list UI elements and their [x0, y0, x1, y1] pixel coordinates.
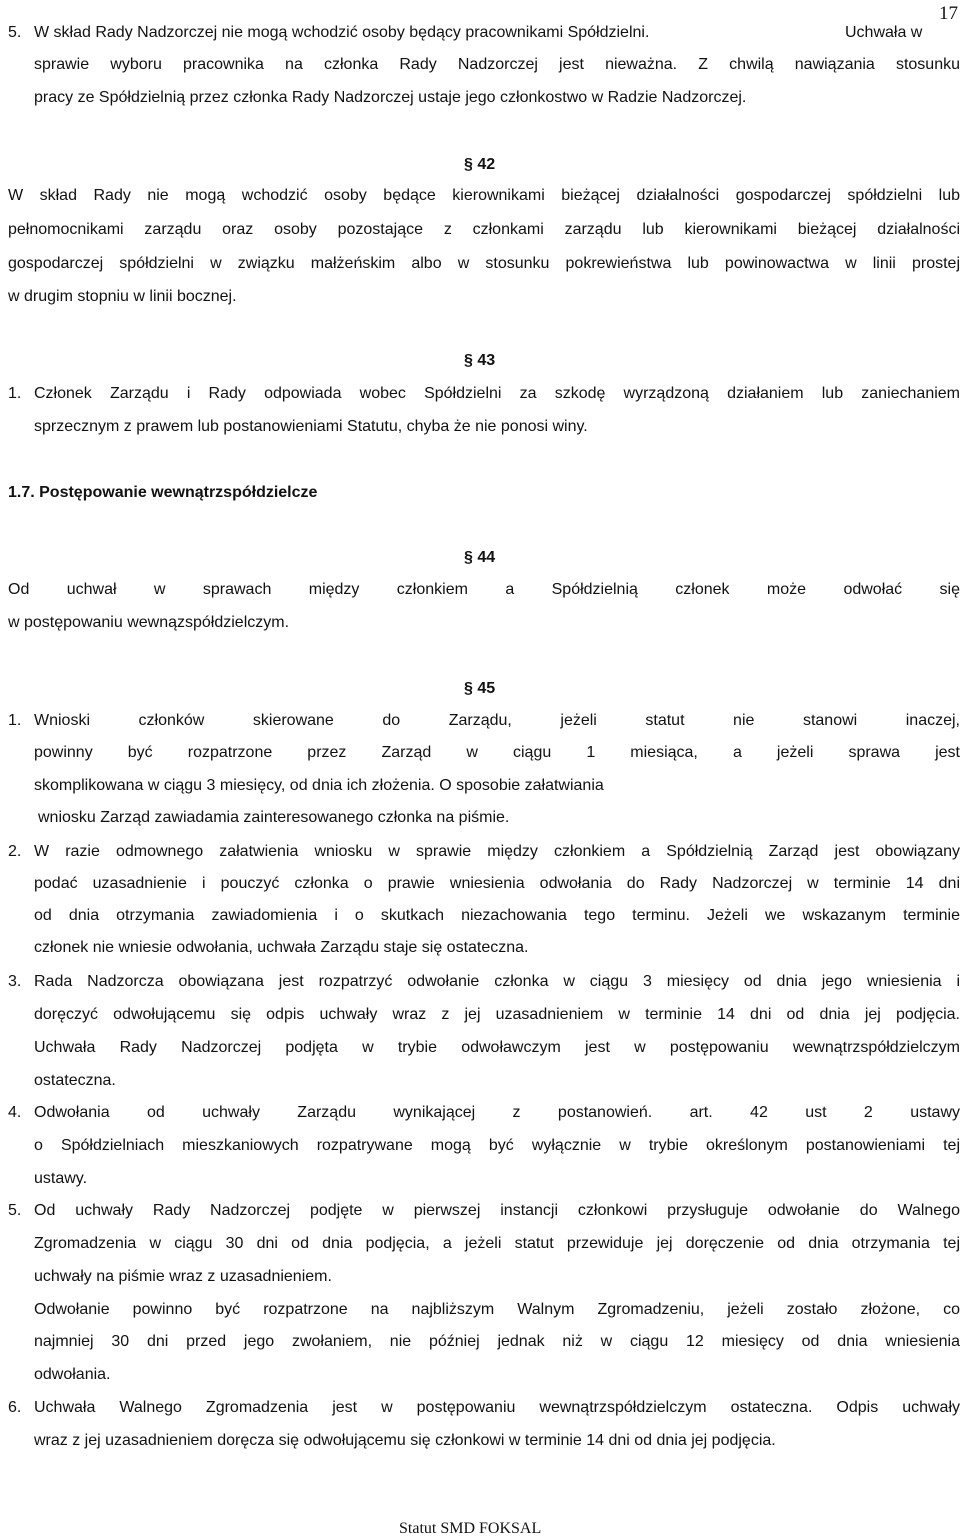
section-45-item-6-line-2: wraz z jej uzasadnieniem doręcza się odwołującemu się członkowi w terminie 14 dni od dnia jej podjęcia. [34, 1432, 776, 1449]
section-42-heading: § 42 [464, 156, 496, 173]
section-45-item-6-number: 6. [8, 1399, 22, 1416]
section-44-heading: § 44 [464, 549, 496, 566]
section-45-item-1-line-4: wniosku Zarząd zawiadamia zainteresowanego członka na piśmie. [38, 809, 510, 826]
section-45-item-3-line-4: ostateczna. [34, 1072, 116, 1089]
section-45-item-5-line-4: Odwołanie powinno być rozpatrzone na najbliższym Walnym Zgromadzeniu, jeżeli zostało złożone, co [34, 1301, 960, 1318]
section-45-heading: § 45 [464, 680, 496, 697]
section-45-item-3-line-1: Rada Nadzorcza obowiązana jest rozpatrzyć odwołanie członka w ciągu 3 miesięcy od dnia jego wniesienia i [34, 973, 960, 990]
section-45-item-5-line-1: Od uchwały Rady Nadzorczej podjęte w pierwszej instancji członkowi przysługuje odwołanie do Walnego [34, 1202, 960, 1219]
section-45-item-1-number: 1. [8, 712, 22, 729]
page-number: 17 [939, 3, 958, 24]
section-45-item-6-line-1: Uchwała Walnego Zgromadzenia jest w postępowaniu wewnątrzspółdzielczym ostateczna. Odpis uchwały [34, 1399, 960, 1416]
section-45-item-4-number: 4. [8, 1104, 22, 1121]
section-title: 1.7. Postępowanie wewnątrzspółdzielcze [8, 484, 318, 501]
section-45-item-3-number: 3. [8, 973, 22, 990]
section-45-item-4-line-2: o Spółdzielniach mieszkaniowych rozpatrywane mogą być wyłącznie w trybie określonym postanowieniami tej [34, 1137, 960, 1154]
section-45-item-3-line-3: Uchwała Rady Nadzorczej podjęta w trybie odwoławczym jest w postępowaniu wewnątrzspółdzielczym [34, 1039, 960, 1056]
section-43-line-2: sprzecznym z prawem lub postanowieniami Statutu, chyba że nie ponosi winy. [34, 418, 588, 435]
section-45-item-5-number: 5. [8, 1202, 22, 1219]
top-item-line-1b: Uchwała w [845, 24, 923, 41]
top-item-number: 5. [8, 24, 22, 41]
section-45-item-5-line-3: uchwały na piśmie wraz z uzasadnieniem. [34, 1268, 332, 1285]
section-45-item-1-line-1: Wnioski członków skierowane do Zarządu, jeżeli statut nie stanowi inaczej, [34, 712, 960, 729]
section-45-item-3-line-2: doręczyć odwołującemu się odpis uchwały wraz z jej uzasadnieniem w terminie 14 dni od dnia jej podjęcia. [34, 1006, 960, 1023]
section-43-line-1: Członek Zarządu i Rady odpowiada wobec Spółdzielni za szkodę wyrządzoną działaniem lub zaniechaniem [34, 385, 960, 402]
section-42-line-1: W skład Rady nie mogą wchodzić osoby będące kierownikami bieżącej działalności gospodarczej spółdzielni lub [8, 187, 960, 204]
section-45-item-2-line-3: od dnia otrzymania zawiadomienia i o skutkach niezachowania tego terminu. Jeżeli we wskazanym terminie [34, 907, 960, 924]
section-45-item-4-line-3: ustawy. [34, 1170, 88, 1187]
section-42-line-3: gospodarczej spółdzielni w związku małżeńskim albo w stosunku pokrewieństwa lub powinowactwa w linii prostej [8, 255, 960, 272]
section-45-item-2-number: 2. [8, 843, 22, 860]
section-43-heading: § 43 [464, 352, 496, 369]
section-45-item-5-line-5: najmniej 30 dni przed jego zwołaniem, nie później jednak niż w ciągu 12 miesięcy od dnia wniesienia [34, 1333, 960, 1350]
section-44-line-2: w postępowaniu wewnązspółdzielczym. [8, 614, 290, 631]
section-45-item-2-line-2: podać uzasadnienie i pouczyć członka o prawie wniesienia odwołania do Rady Nadzorczej w terminie 14 dni [34, 875, 960, 892]
top-item-line-2: sprawie wyboru pracownika na członka Rady Nadzorczej jest nieważna. Z chwilą nawiązania stosunku [34, 56, 960, 73]
section-45-item-4-line-1: Odwołania od uchwały Zarządu wynikającej z postanowień. art. 42 ust 2 ustawy [34, 1104, 960, 1121]
section-45-item-5-line-2: Zgromadzenia w ciągu 30 dni od dnia podjęcia, a jeżeli statut przewiduje jej doręczenie od dnia otrzymania tej [34, 1235, 960, 1252]
section-43-item-number: 1. [8, 385, 22, 402]
section-45-item-2-line-1: W razie odmownego załatwienia wniosku w sprawie między członkiem a Spółdzielnią Zarząd jest obowiązany [34, 843, 960, 860]
section-42-line-2: pełnomocnikami zarządu oraz osoby pozostające z członkami zarządu lub kierownikami bieżącej działalności [8, 221, 960, 238]
section-42-line-4: w drugim stopniu w linii bocznej. [8, 288, 237, 305]
section-44-line-1: Od uchwał w sprawach między członkiem a Spółdzielnią członek może odwołać się [8, 581, 960, 598]
section-45-item-1-line-2: powinny być rozpatrzone przez Zarząd w ciągu 1 miesiąca, a jeżeli sprawa jest [34, 744, 960, 761]
footer-text: Statut SMD FOKSAL [399, 1520, 542, 1537]
section-45-item-2-line-4: członek nie wniesie odwołania, uchwała Zarządu staje się ostateczna. [34, 939, 529, 956]
top-item-line-3: pracy ze Spółdzielnią przez członka Rady Nadzorczej ustaje jego członkostwo w Radzie Nadzorczej. [34, 89, 747, 106]
section-45-item-5-line-6: odwołania. [34, 1366, 111, 1383]
top-item-line-1a: W skład Rady Nadzorczej nie mogą wchodzić osoby będący pracownikami Spółdzielni. [34, 24, 650, 41]
section-45-item-1-line-3: skomplikowana w ciągu 3 miesięcy, od dnia ich złożenia. O sposobie załatwiania [34, 777, 604, 794]
